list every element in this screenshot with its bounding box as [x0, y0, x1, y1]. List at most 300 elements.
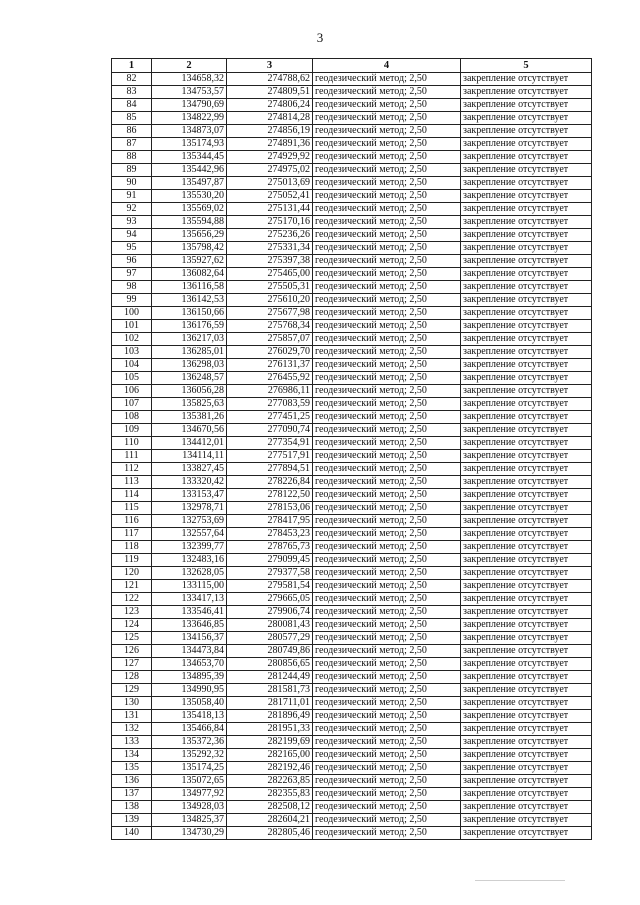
- point-number-cell: 99: [112, 294, 152, 307]
- method-cell: геодезический метод; 2,50: [313, 619, 461, 632]
- fixation-cell: закрепление отсутствует: [461, 528, 592, 541]
- method-cell: геодезический метод; 2,50: [313, 645, 461, 658]
- table-row: [112, 73, 592, 86]
- x-coordinate-cell: 135381,26: [152, 411, 227, 424]
- fixation-cell: закрепление отсутствует: [461, 333, 592, 346]
- point-number-cell: 86: [112, 125, 152, 138]
- fixation-cell: закрепление отсутствует: [461, 268, 592, 281]
- method-cell: геодезический метод; 2,50: [313, 281, 461, 294]
- point-number-cell: 104: [112, 359, 152, 372]
- method-cell: геодезический метод; 2,50: [313, 112, 461, 125]
- x-coordinate-cell: 134873,07: [152, 125, 227, 138]
- point-number-cell: 98: [112, 281, 152, 294]
- x-coordinate-cell: 132399,77: [152, 541, 227, 554]
- x-coordinate-cell: 133417,13: [152, 593, 227, 606]
- table-row: [112, 632, 592, 645]
- method-cell: геодезический метод; 2,50: [313, 580, 461, 593]
- point-number-cell: 117: [112, 528, 152, 541]
- y-coordinate-cell: 275505,31: [227, 281, 313, 294]
- fixation-cell: закрепление отсутствует: [461, 619, 592, 632]
- point-number-cell: 100: [112, 307, 152, 320]
- method-cell: геодезический метод; 2,50: [313, 437, 461, 450]
- table-row: [112, 125, 592, 138]
- method-cell: геодезический метод; 2,50: [313, 801, 461, 814]
- y-coordinate-cell: 277083,59: [227, 398, 313, 411]
- method-cell: геодезический метод; 2,50: [313, 788, 461, 801]
- x-coordinate-cell: 132753,69: [152, 515, 227, 528]
- x-coordinate-cell: 136056,28: [152, 385, 227, 398]
- point-number-cell: 119: [112, 554, 152, 567]
- point-number-cell: 110: [112, 437, 152, 450]
- y-coordinate-cell: 278122,50: [227, 489, 313, 502]
- method-cell: геодезический метод; 2,50: [313, 229, 461, 242]
- point-number-cell: 83: [112, 86, 152, 99]
- x-coordinate-cell: 132483,16: [152, 554, 227, 567]
- fixation-cell: закрепление отсутствует: [461, 658, 592, 671]
- point-number-cell: 84: [112, 99, 152, 112]
- column-header-1: 1: [112, 59, 152, 73]
- fixation-cell: закрепление отсутствует: [461, 424, 592, 437]
- point-number-cell: 102: [112, 333, 152, 346]
- table-row: [112, 554, 592, 567]
- point-number-cell: 92: [112, 203, 152, 216]
- scan-mark: [475, 880, 565, 882]
- method-cell: геодезический метод; 2,50: [313, 177, 461, 190]
- method-cell: геодезический метод; 2,50: [313, 372, 461, 385]
- method-cell: геодезический метод; 2,50: [313, 307, 461, 320]
- y-coordinate-cell: 276029,70: [227, 346, 313, 359]
- y-coordinate-cell: 276131,37: [227, 359, 313, 372]
- x-coordinate-cell: 133153,47: [152, 489, 227, 502]
- y-coordinate-cell: 277894,51: [227, 463, 313, 476]
- x-coordinate-cell: 136248,57: [152, 372, 227, 385]
- method-cell: геодезический метод; 2,50: [313, 411, 461, 424]
- point-number-cell: 118: [112, 541, 152, 554]
- point-number-cell: 121: [112, 580, 152, 593]
- y-coordinate-cell: 274809,51: [227, 86, 313, 99]
- x-coordinate-cell: 135927,62: [152, 255, 227, 268]
- x-coordinate-cell: 134977,92: [152, 788, 227, 801]
- method-cell: геодезический метод; 2,50: [313, 541, 461, 554]
- y-coordinate-cell: 281951,33: [227, 723, 313, 736]
- method-cell: геодезический метод; 2,50: [313, 476, 461, 489]
- point-number-cell: 125: [112, 632, 152, 645]
- y-coordinate-cell: 282355,83: [227, 788, 313, 801]
- y-coordinate-cell: 275465,00: [227, 268, 313, 281]
- table-row: [112, 541, 592, 554]
- table-row: [112, 242, 592, 255]
- method-cell: геодезический метод; 2,50: [313, 125, 461, 138]
- point-number-cell: 103: [112, 346, 152, 359]
- x-coordinate-cell: 134114,11: [152, 450, 227, 463]
- table-row: [112, 294, 592, 307]
- x-coordinate-cell: 134658,32: [152, 73, 227, 86]
- fixation-cell: закрепление отсутствует: [461, 827, 592, 840]
- table-row: [112, 203, 592, 216]
- x-coordinate-cell: 135344,45: [152, 151, 227, 164]
- table-row: [112, 281, 592, 294]
- fixation-cell: закрепление отсутствует: [461, 645, 592, 658]
- method-cell: геодезический метод; 2,50: [313, 86, 461, 99]
- method-cell: геодезический метод; 2,50: [313, 606, 461, 619]
- method-cell: геодезический метод; 2,50: [313, 242, 461, 255]
- x-coordinate-cell: 135825,63: [152, 398, 227, 411]
- y-coordinate-cell: 275052,41: [227, 190, 313, 203]
- method-cell: геодезический метод; 2,50: [313, 203, 461, 216]
- y-coordinate-cell: 274806,24: [227, 99, 313, 112]
- table-row: [112, 476, 592, 489]
- fixation-cell: закрепление отсутствует: [461, 216, 592, 229]
- x-coordinate-cell: 133827,45: [152, 463, 227, 476]
- point-number-cell: 126: [112, 645, 152, 658]
- method-cell: геодезический метод; 2,50: [313, 827, 461, 840]
- fixation-cell: закрепление отсутствует: [461, 385, 592, 398]
- method-cell: геодезический метод; 2,50: [313, 671, 461, 684]
- table-row: [112, 86, 592, 99]
- x-coordinate-cell: 135594,88: [152, 216, 227, 229]
- x-coordinate-cell: 136142,53: [152, 294, 227, 307]
- y-coordinate-cell: 275170,16: [227, 216, 313, 229]
- point-number-cell: 132: [112, 723, 152, 736]
- y-coordinate-cell: 278765,73: [227, 541, 313, 554]
- fixation-cell: закрепление отсутствует: [461, 372, 592, 385]
- point-number-cell: 128: [112, 671, 152, 684]
- point-number-cell: 107: [112, 398, 152, 411]
- point-number-cell: 122: [112, 593, 152, 606]
- y-coordinate-cell: 275768,34: [227, 320, 313, 333]
- x-coordinate-cell: 136116,58: [152, 281, 227, 294]
- fixation-cell: закрепление отсутствует: [461, 190, 592, 203]
- x-coordinate-cell: 133546,41: [152, 606, 227, 619]
- point-number-cell: 130: [112, 697, 152, 710]
- column-header-4: 4: [313, 59, 461, 73]
- y-coordinate-cell: 279665,05: [227, 593, 313, 606]
- point-number-cell: 95: [112, 242, 152, 255]
- y-coordinate-cell: 274929,92: [227, 151, 313, 164]
- x-coordinate-cell: 136285,01: [152, 346, 227, 359]
- method-cell: геодезический метод; 2,50: [313, 346, 461, 359]
- table-row: [112, 359, 592, 372]
- point-number-cell: 91: [112, 190, 152, 203]
- point-number-cell: 87: [112, 138, 152, 151]
- y-coordinate-cell: 279906,74: [227, 606, 313, 619]
- coordinates-table: [111, 58, 592, 840]
- table-row: [112, 177, 592, 190]
- fixation-cell: закрепление отсутствует: [461, 346, 592, 359]
- fixation-cell: закрепление отсутствует: [461, 281, 592, 294]
- point-number-cell: 106: [112, 385, 152, 398]
- fixation-cell: закрепление отсутствует: [461, 125, 592, 138]
- x-coordinate-cell: 134412,01: [152, 437, 227, 450]
- x-coordinate-cell: 133320,42: [152, 476, 227, 489]
- table-row: [112, 723, 592, 736]
- fixation-cell: закрепление отсутствует: [461, 697, 592, 710]
- point-number-cell: 85: [112, 112, 152, 125]
- table-row: [112, 424, 592, 437]
- x-coordinate-cell: 136150,66: [152, 307, 227, 320]
- point-number-cell: 120: [112, 567, 152, 580]
- fixation-cell: закрепление отсутствует: [461, 138, 592, 151]
- fixation-cell: закрепление отсутствует: [461, 294, 592, 307]
- point-number-cell: 136: [112, 775, 152, 788]
- method-cell: геодезический метод; 2,50: [313, 255, 461, 268]
- table-row: [112, 333, 592, 346]
- fixation-cell: закрепление отсутствует: [461, 437, 592, 450]
- point-number-cell: 113: [112, 476, 152, 489]
- y-coordinate-cell: 275331,34: [227, 242, 313, 255]
- table-row: [112, 307, 592, 320]
- point-number-cell: 127: [112, 658, 152, 671]
- y-coordinate-cell: 282805,46: [227, 827, 313, 840]
- table-row: [112, 645, 592, 658]
- table-row: [112, 437, 592, 450]
- fixation-cell: закрепление отсутствует: [461, 112, 592, 125]
- table-row: [112, 346, 592, 359]
- fixation-cell: закрепление отсутствует: [461, 671, 592, 684]
- y-coordinate-cell: 281711,01: [227, 697, 313, 710]
- y-coordinate-cell: 281581,73: [227, 684, 313, 697]
- method-cell: геодезический метод; 2,50: [313, 736, 461, 749]
- table-row: [112, 450, 592, 463]
- fixation-cell: закрепление отсутствует: [461, 73, 592, 86]
- column-header-5: 5: [461, 59, 592, 73]
- table-row: [112, 528, 592, 541]
- method-cell: геодезический метод; 2,50: [313, 554, 461, 567]
- fixation-cell: закрепление отсутствует: [461, 398, 592, 411]
- fixation-cell: закрепление отсутствует: [461, 502, 592, 515]
- table-row: [112, 463, 592, 476]
- x-coordinate-cell: 135656,29: [152, 229, 227, 242]
- method-cell: геодезический метод; 2,50: [313, 567, 461, 580]
- x-coordinate-cell: 136298,03: [152, 359, 227, 372]
- point-number-cell: 129: [112, 684, 152, 697]
- y-coordinate-cell: 282199,69: [227, 736, 313, 749]
- table-row: [112, 710, 592, 723]
- point-number-cell: 90: [112, 177, 152, 190]
- x-coordinate-cell: 132628,05: [152, 567, 227, 580]
- y-coordinate-cell: 280577,29: [227, 632, 313, 645]
- fixation-cell: закрепление отсутствует: [461, 788, 592, 801]
- y-coordinate-cell: 274856,19: [227, 125, 313, 138]
- x-coordinate-cell: 135418,13: [152, 710, 227, 723]
- table-row: [112, 749, 592, 762]
- fixation-cell: закрепление отсутствует: [461, 723, 592, 736]
- point-number-cell: 139: [112, 814, 152, 827]
- fixation-cell: закрепление отсутствует: [461, 632, 592, 645]
- x-coordinate-cell: 134753,57: [152, 86, 227, 99]
- y-coordinate-cell: 280081,43: [227, 619, 313, 632]
- y-coordinate-cell: 275013,69: [227, 177, 313, 190]
- y-coordinate-cell: 274975,02: [227, 164, 313, 177]
- point-number-cell: 109: [112, 424, 152, 437]
- point-number-cell: 131: [112, 710, 152, 723]
- x-coordinate-cell: 134990,95: [152, 684, 227, 697]
- method-cell: геодезический метод; 2,50: [313, 450, 461, 463]
- x-coordinate-cell: 134895,39: [152, 671, 227, 684]
- table-row: [112, 398, 592, 411]
- table-row: [112, 697, 592, 710]
- x-coordinate-cell: 134730,29: [152, 827, 227, 840]
- fixation-cell: закрепление отсутствует: [461, 554, 592, 567]
- fixation-cell: закрепление отсутствует: [461, 177, 592, 190]
- fixation-cell: закрепление отсутствует: [461, 463, 592, 476]
- point-number-cell: 97: [112, 268, 152, 281]
- point-number-cell: 123: [112, 606, 152, 619]
- table-row: [112, 684, 592, 697]
- method-cell: геодезический метод; 2,50: [313, 73, 461, 86]
- point-number-cell: 101: [112, 320, 152, 333]
- table-row: [112, 99, 592, 112]
- y-coordinate-cell: 276986,11: [227, 385, 313, 398]
- table-row: [112, 580, 592, 593]
- x-coordinate-cell: 132978,71: [152, 502, 227, 515]
- fixation-cell: закрепление отсутствует: [461, 593, 592, 606]
- y-coordinate-cell: 281244,49: [227, 671, 313, 684]
- point-number-cell: 88: [112, 151, 152, 164]
- method-cell: геодезический метод; 2,50: [313, 333, 461, 346]
- table-row: [112, 567, 592, 580]
- point-number-cell: 96: [112, 255, 152, 268]
- method-cell: геодезический метод; 2,50: [313, 268, 461, 281]
- table-row: [112, 515, 592, 528]
- fixation-cell: закрепление отсутствует: [461, 606, 592, 619]
- y-coordinate-cell: 275857,07: [227, 333, 313, 346]
- x-coordinate-cell: 136217,03: [152, 333, 227, 346]
- table-row: [112, 502, 592, 515]
- point-number-cell: 137: [112, 788, 152, 801]
- y-coordinate-cell: 274814,28: [227, 112, 313, 125]
- x-coordinate-cell: 135466,84: [152, 723, 227, 736]
- fixation-cell: закрепление отсутствует: [461, 762, 592, 775]
- table-row: [112, 619, 592, 632]
- point-number-cell: 108: [112, 411, 152, 424]
- fixation-cell: закрепление отсутствует: [461, 489, 592, 502]
- point-number-cell: 133: [112, 736, 152, 749]
- fixation-cell: закрепление отсутствует: [461, 242, 592, 255]
- table-row: [112, 801, 592, 814]
- method-cell: геодезический метод; 2,50: [313, 320, 461, 333]
- y-coordinate-cell: 275397,38: [227, 255, 313, 268]
- x-coordinate-cell: 133646,85: [152, 619, 227, 632]
- x-coordinate-cell: 134822,99: [152, 112, 227, 125]
- fixation-cell: закрепление отсутствует: [461, 775, 592, 788]
- y-coordinate-cell: 282165,00: [227, 749, 313, 762]
- table-row: [112, 112, 592, 125]
- method-cell: геодезический метод; 2,50: [313, 814, 461, 827]
- fixation-cell: закрепление отсутствует: [461, 476, 592, 489]
- y-coordinate-cell: 282508,12: [227, 801, 313, 814]
- fixation-cell: закрепление отсутствует: [461, 151, 592, 164]
- x-coordinate-cell: 132557,64: [152, 528, 227, 541]
- y-coordinate-cell: 281896,49: [227, 710, 313, 723]
- method-cell: геодезический метод; 2,50: [313, 190, 461, 203]
- table-row: [112, 164, 592, 177]
- x-coordinate-cell: 135497,87: [152, 177, 227, 190]
- point-number-cell: 82: [112, 73, 152, 86]
- point-number-cell: 134: [112, 749, 152, 762]
- fixation-cell: закрепление отсутствует: [461, 450, 592, 463]
- table-row: [112, 411, 592, 424]
- point-number-cell: 115: [112, 502, 152, 515]
- point-number-cell: 124: [112, 619, 152, 632]
- method-cell: геодезический метод; 2,50: [313, 216, 461, 229]
- y-coordinate-cell: 277090,74: [227, 424, 313, 437]
- fixation-cell: закрепление отсутствует: [461, 684, 592, 697]
- method-cell: геодезический метод; 2,50: [313, 398, 461, 411]
- method-cell: геодезический метод; 2,50: [313, 164, 461, 177]
- fixation-cell: закрепление отсутствует: [461, 203, 592, 216]
- y-coordinate-cell: 282192,46: [227, 762, 313, 775]
- x-coordinate-cell: 134156,37: [152, 632, 227, 645]
- fixation-cell: закрепление отсутствует: [461, 411, 592, 424]
- table-row: [112, 827, 592, 840]
- x-coordinate-cell: 135292,32: [152, 749, 227, 762]
- table-row: [112, 255, 592, 268]
- y-coordinate-cell: 274891,36: [227, 138, 313, 151]
- table-row: [112, 775, 592, 788]
- table-body: [112, 73, 592, 840]
- fixation-cell: закрепление отсутствует: [461, 580, 592, 593]
- x-coordinate-cell: 135442,96: [152, 164, 227, 177]
- page-number: 3: [316, 30, 324, 45]
- table-header-row: [112, 59, 592, 73]
- x-coordinate-cell: 135372,36: [152, 736, 227, 749]
- point-number-cell: 140: [112, 827, 152, 840]
- point-number-cell: 89: [112, 164, 152, 177]
- point-number-cell: 114: [112, 489, 152, 502]
- point-number-cell: 93: [112, 216, 152, 229]
- method-cell: геодезический метод; 2,50: [313, 697, 461, 710]
- table-row: [112, 320, 592, 333]
- y-coordinate-cell: 276455,92: [227, 372, 313, 385]
- y-coordinate-cell: 282263,85: [227, 775, 313, 788]
- x-coordinate-cell: 135530,20: [152, 190, 227, 203]
- table-row: [112, 372, 592, 385]
- table-row: [112, 606, 592, 619]
- y-coordinate-cell: 277354,91: [227, 437, 313, 450]
- y-coordinate-cell: 278226,84: [227, 476, 313, 489]
- x-coordinate-cell: 136082,64: [152, 268, 227, 281]
- point-number-cell: 116: [112, 515, 152, 528]
- fixation-cell: закрепление отсутствует: [461, 86, 592, 99]
- table-row: [112, 138, 592, 151]
- table-row: [112, 762, 592, 775]
- x-coordinate-cell: 135174,25: [152, 762, 227, 775]
- x-coordinate-cell: 135569,02: [152, 203, 227, 216]
- x-coordinate-cell: 134653,70: [152, 658, 227, 671]
- fixation-cell: закрепление отсутствует: [461, 710, 592, 723]
- y-coordinate-cell: 275236,26: [227, 229, 313, 242]
- fixation-cell: закрепление отсутствует: [461, 801, 592, 814]
- method-cell: геодезический метод; 2,50: [313, 463, 461, 476]
- fixation-cell: закрепление отсутствует: [461, 749, 592, 762]
- table-row: [112, 788, 592, 801]
- table-row: [112, 151, 592, 164]
- y-coordinate-cell: 274788,62: [227, 73, 313, 86]
- method-cell: геодезический метод; 2,50: [313, 151, 461, 164]
- method-cell: геодезический метод; 2,50: [313, 658, 461, 671]
- y-coordinate-cell: 282604,21: [227, 814, 313, 827]
- y-coordinate-cell: 279099,45: [227, 554, 313, 567]
- fixation-cell: закрепление отсутствует: [461, 814, 592, 827]
- table-row: [112, 671, 592, 684]
- method-cell: геодезический метод; 2,50: [313, 749, 461, 762]
- x-coordinate-cell: 135058,40: [152, 697, 227, 710]
- method-cell: геодезический метод; 2,50: [313, 723, 461, 736]
- y-coordinate-cell: 279377,58: [227, 567, 313, 580]
- method-cell: геодезический метод; 2,50: [313, 762, 461, 775]
- y-coordinate-cell: 278453,23: [227, 528, 313, 541]
